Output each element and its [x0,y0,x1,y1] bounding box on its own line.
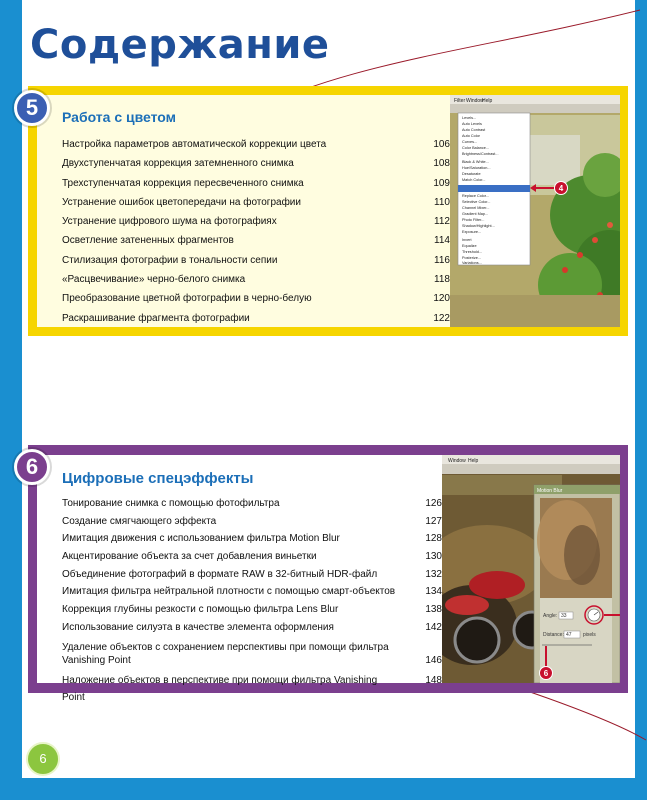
menu-item: Gradient Map... [462,212,489,216]
menu-item: Channel Mixer... [462,206,490,210]
toc-item[interactable]: Акцентирование объекта за счет добавления виньетки 130 [62,551,442,563]
menu-item: Brightness/Contrast... [462,152,499,156]
page-title: Содержание [30,22,330,68]
toc-item[interactable]: Стилизация фотографии в тональности сепии 116 [62,254,450,266]
menu-item: Auto Levels [462,122,482,126]
menu-bar-help: Help [468,458,479,464]
toc-item[interactable]: Использование силуэта в качестве элемента оформления 142 [62,621,442,633]
page-number-badge: 6 [26,742,60,776]
menu-item: Threshold... [462,250,483,254]
toc-item[interactable]: Тонирование снимка с помощью фотофильтра 126 [62,498,442,509]
menu-bar-window: Window [448,458,466,464]
toc-item[interactable]: Наложение объектов в перспективе при помощи фильтра Vanishing Point 148 [62,674,442,704]
section-6-card [37,455,442,704]
callout-number: 4 [558,184,564,193]
angle-value: 33 [561,613,567,619]
menu-item: Hue/Saturation... [462,166,491,170]
menu-item: Photo Filter... [462,218,485,222]
color-menu-screenshot [450,95,620,327]
angle-label: Angle: [543,613,558,619]
menu-item: Auto Color [462,134,480,138]
menu-item: Black & White... [462,160,489,164]
menu-item: Selective Color... [462,200,491,204]
menu-item: Posterize... [462,256,481,260]
toc-item[interactable]: Имитация фильтра нейтральной плотности с помощью смарт-объектов 134 [62,586,442,598]
menu-item: Equalize [462,244,477,248]
menu-bar-window: Window [466,98,484,104]
menu-item: Auto Contrast [462,128,486,132]
menu-item: Invert [462,238,472,242]
menu-item: Exposure... [462,230,482,234]
section-5-number-badge: 5 [14,90,50,126]
toc-item[interactable]: Преобразование цветной фотографии в черно-белую 120 [62,293,450,305]
section-6-toc [62,495,444,704]
toc-item[interactable]: Коррекция глубины резкости с помощью фильтра Lens Blur 138 [62,604,442,616]
menu-item: Desaturate [462,172,481,176]
section-6-number-badge: 6 [14,449,50,485]
section-5-toc [62,135,452,328]
toc-item[interactable]: Объединение фотографий в формате RAW в 32-битный HDR-файл 132 [62,568,442,580]
dialog-title: Motion Blur [537,488,563,494]
section-5-screenshot [450,95,620,327]
distance-label: Distance: [543,632,564,638]
toc-item[interactable]: Удаление объектов с сохранением перспективы при помощи фильтра Vanishing Point 146 [62,641,442,666]
menu-item: Curves... [462,140,478,144]
section-6 [25,445,628,704]
callout-number: 6 [543,669,549,678]
menu-bar-help: Help [482,98,493,104]
toc-item[interactable]: Имитация движения с использованием фильтра Motion Blur 128 [62,533,442,545]
toc-item[interactable]: «Расцвечивание» черно-белого снимка 118 [62,274,450,286]
menu-item: Shadow/Highlight... [462,224,495,228]
toc-item[interactable]: Устранение ошибок цветопередачи на фотографии 110 [62,196,450,208]
section-5-card [37,95,450,327]
menu-item: Levels... [462,116,477,120]
menu-item: Color Balance... [462,146,490,150]
menu-bar-filter: Filter [454,98,466,104]
distance-unit: pixels [583,632,596,638]
toc-item[interactable]: Трехступенчатая коррекция пересвеченного снимка 109 [62,177,450,189]
menu-item: Replace Color... [462,194,490,198]
toc-item[interactable]: Осветление затененных фрагментов 114 [62,235,450,247]
menu-item: Match Color... [462,178,486,182]
menu-item: Variations... [462,261,482,265]
toc-item[interactable]: Создание смягчающего эффекта 127 [62,515,442,527]
toc-item[interactable]: Настройка параметров автоматической коррекции цвета 106 [62,139,450,150]
toc-item[interactable]: Раскрашивание фрагмента фотографии 122 [62,312,450,324]
section-5 [25,86,628,336]
distance-value: 47 [566,632,572,638]
motion-blur-screenshot [442,455,620,683]
section-5-title: Работа с цветом [62,109,177,125]
section-6-title: Цифровые спецэффекты [62,470,254,487]
toc-item[interactable]: Устранение цифрового шума на фотографиях 112 [62,216,450,228]
toc-item[interactable]: Двухступенчатая коррекция затемненного снимка 108 [62,158,450,170]
right-border [635,0,647,800]
bottom-border [0,778,647,800]
section-6-screenshot [442,455,620,683]
